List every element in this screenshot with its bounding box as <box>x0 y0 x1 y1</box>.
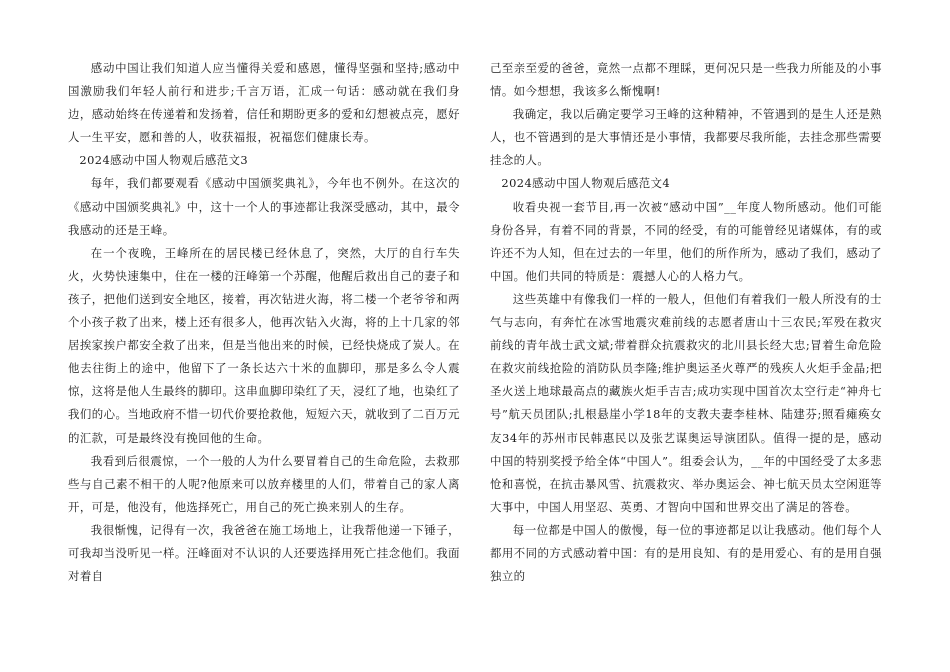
paragraph-continuation: 己至亲至爱的爸爸，竟然一点都不理睬，更何况只是一些我力所能及的小事情。如今想想，我该多么惭愧啊! <box>490 61 882 99</box>
section-heading: 2024感动中国人物观后感范文4 <box>501 176 671 191</box>
paragraph: 我很惭愧，记得有一次，我爸爸在施工场地上，让我帮他递一下锤子，可我却当没听见一样。汪峰面对不认识的人还要选择用死亡挂念他们。我面对着自 <box>68 522 460 584</box>
right-column <box>490 57 882 588</box>
paragraph: 每一位都是中国人的傲慢，每一位的事迹都足以让我感动。他们每个人都用不同的方式感动着中国：有的是用良知、有的是用爱心、有的是用自强独立的 <box>490 522 882 584</box>
paragraph: 这些英雄中有像我们一样的一般人，但他们有着我们一般人所没有的士气与志向，有奔忙在冰雪地震灾难前线的志愿者唐山十三农民;军殁在救灾前线的青年战士武文斌;带着群众抗震救灾的北川县长经大忠;冒着生命危险在救灾前线抢险的消防队员李隆;维护奥运圣火尊严的残疾人火炬手金晶;把圣火送上地球最高点的藏族火炬手吉吉;成功实现中国首次太空行走“神舟七号”航天员团队;扎根悬崖小学18年的支教夫妻李桂林、陆建芬;照看瘫痪女友34年的苏州市民韩惠民以及张艺谋奥运导演团队。值得一提的是，感动中国的特别奖授予给全体“中国人”。组委会认为，__年的中国经受了太多悲怆和喜悦，在抗击暴风雪、抗震救灾、举办奥运会、神七航天员太空闲逛等大事中，中国人用坚忍、英勇、才智向中国和世界交出了满足的答卷。 <box>490 291 882 514</box>
paragraph: 我确定，我以后确定要学习王峰的这种精神，不管遇到的是生人还是熟人，也不管遇到的是大事情还是小事情，我都要尽我所能，去挂念那些需要挂念的人。 <box>490 107 882 168</box>
section-heading: 2024感动中国人物观后感范文3 <box>79 153 249 168</box>
paragraph: 感动中国让我们知道人应当懂得关爱和感恩，懂得坚强和坚持;感动中国激励我们年轻人前行和进步;千言万语，汇成一句话：感动就在我们身边，感动始终在传递着和发扬着，信任和期盼更多的爱和幻想被点亮，愿好人一生平安，愿和善的人，收获福报，祝福您们健康长寿。 <box>68 61 460 145</box>
paragraph: 我看到后很震惊，一个一般的人为什么要冒着自己的生命危险，去救那些与自己素不相干的人呢?他原来可以放弃楼里的人们，带着自己的家人离开，可是，他没有，他选择死亡，用自己的死亡换来别人的生存。 <box>68 453 460 514</box>
paragraph: 在一个夜晚，王峰所在的居民楼已经休息了，突然，大厅的自行车失火，火势快速集中，住在一楼的汪峰第一个苏醒，他醒后救出自己的妻子和孩子，把他们送到安全地区，接着，再次钻进火海，将二楼一个老爷爷和两个小孩子救了出来，楼上还有很多人，他再次钻入火海，将的上十几家的邻居挨家挨户都安全救了出来，但是当他出来的时候，已经快烧成了炭人。在他去往街上的途中，他留下了一条长达六十米的血脚印，那是多么令人震惊，这将是他人生最终的脚印。这串血脚印染红了天，浸红了地，也染红了我们的心。当地政府不惜一切代价要抢救他，短短六天，就收到了二百万元的汇款，可是最终没有挽回他的生命。 <box>68 245 460 445</box>
paragraph: 收看央视一套节目,再一次被“感动中国”__年度人物所感动。他们可能身份各异，有着不同的背景，不同的经受，有的可能曾经见诸媒体，有的或许还不为人知，但在过去的一年里，他们的所作所为，感动了我们，感动了中国。他们共同的特质是：震撼人心的人格力气。 <box>490 199 882 283</box>
paragraph: 每年，我们都要观看《感动中国颁奖典礼》，今年也不例外。在这次的《感动中国颁奖典礼》中，这十一个人的事迹都让我深受感动，其中，最令我感动的还是王峰。 <box>68 176 460 237</box>
left-column <box>68 57 460 588</box>
